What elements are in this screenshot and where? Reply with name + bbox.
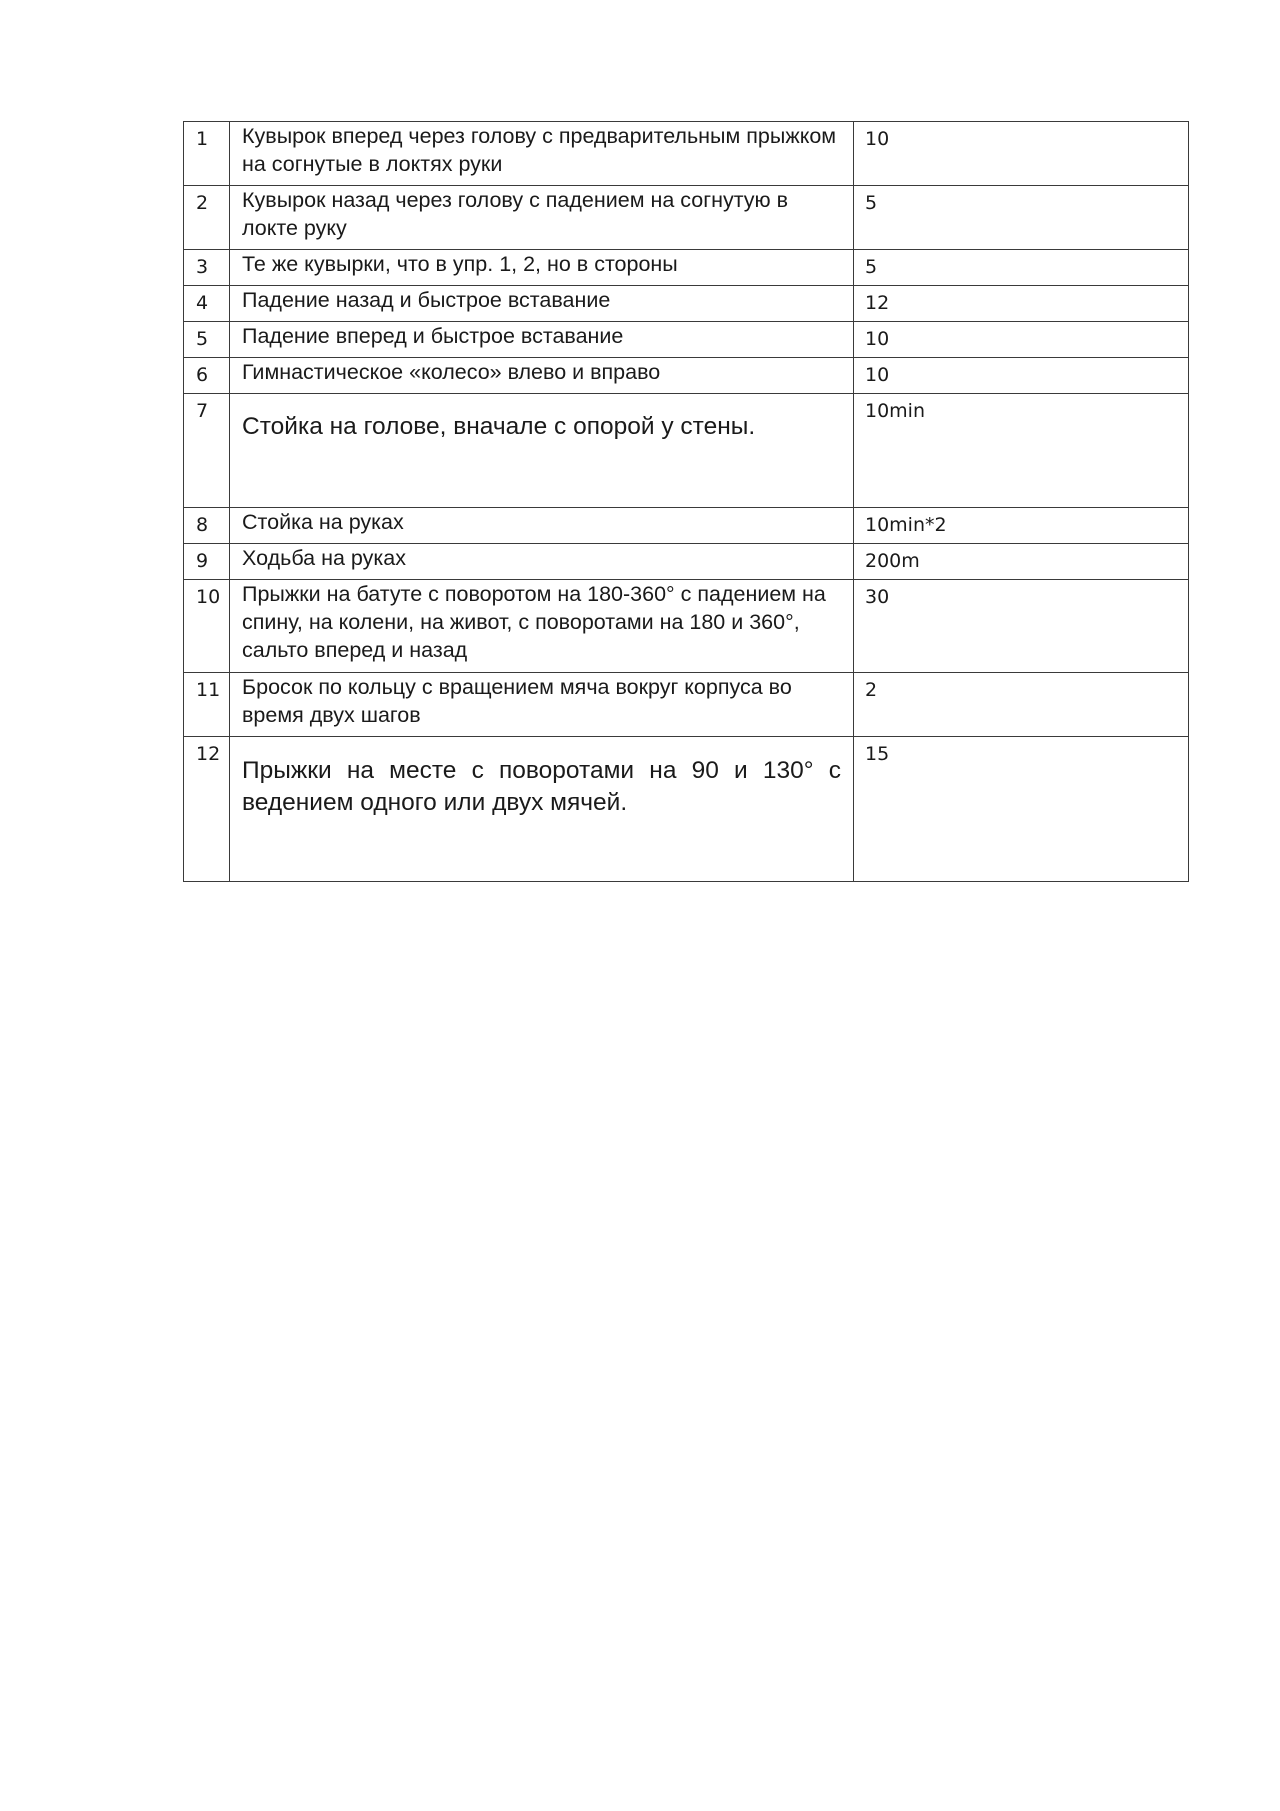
row-number: 1	[184, 122, 230, 186]
exercise-description: Ходьба на руках	[230, 544, 854, 580]
exercise-value: 12	[854, 286, 1189, 322]
exercise-description: Те же кувырки, что в упр. 1, 2, но в стороны	[230, 250, 854, 286]
exercise-description: Бросок по кольцу с вращением мяча вокруг корпуса во время двух шагов	[230, 673, 854, 737]
row-number: 11	[184, 673, 230, 737]
exercise-value: 10	[854, 322, 1189, 358]
exercise-description: Прыжки на месте с поворотами на 90 и 130° с ведением одного или двух мячей.	[230, 737, 854, 882]
exercise-value: 5	[854, 186, 1189, 250]
table-row	[184, 286, 1189, 322]
table-row	[184, 673, 1189, 737]
exercise-value: 200m	[854, 544, 1189, 580]
table-row	[184, 580, 1189, 673]
row-number: 8	[184, 508, 230, 544]
row-number: 12	[184, 737, 230, 882]
table-row	[184, 394, 1189, 508]
exercise-description: Гимнастическое «колесо» влево и вправо	[230, 358, 854, 394]
exercise-value: 10min	[854, 394, 1189, 508]
table-row	[184, 544, 1189, 580]
table-row	[184, 322, 1189, 358]
exercise-value: 10	[854, 358, 1189, 394]
exercise-value: 15	[854, 737, 1189, 882]
row-number: 10	[184, 580, 230, 673]
exercise-value: 10	[854, 122, 1189, 186]
row-number: 2	[184, 186, 230, 250]
exercise-description: Прыжки на батуте с поворотом на 180-360° с падением на спину, на колени, на живот, с поворотами на 180 и 360°, сальто вперед и назад	[230, 580, 854, 673]
exercise-description: Кувырок назад через голову с падением на согнутую в локте руку	[230, 186, 854, 250]
exercise-description: Стойка на голове, вначале с опорой у стены.	[230, 394, 854, 508]
row-number: 4	[184, 286, 230, 322]
row-number: 3	[184, 250, 230, 286]
exercise-description: Стойка на руках	[230, 508, 854, 544]
row-number: 6	[184, 358, 230, 394]
row-number: 7	[184, 394, 230, 508]
exercise-description: Падение вперед и быстрое вставание	[230, 322, 854, 358]
row-number: 5	[184, 322, 230, 358]
table-row	[184, 358, 1189, 394]
row-number: 9	[184, 544, 230, 580]
exercise-value: 30	[854, 580, 1189, 673]
table-row	[184, 737, 1189, 882]
exercise-table	[183, 121, 1189, 882]
table-row	[184, 186, 1189, 250]
exercise-value: 2	[854, 673, 1189, 737]
exercise-value: 5	[854, 250, 1189, 286]
exercise-value: 10min*2	[854, 508, 1189, 544]
table-row	[184, 122, 1189, 186]
exercise-description: Падение назад и быстрое вставание	[230, 286, 854, 322]
table-row	[184, 250, 1189, 286]
exercise-description: Кувырок вперед через голову с предварительным прыжком на согнутые в локтях руки	[230, 122, 854, 186]
table-row	[184, 508, 1189, 544]
